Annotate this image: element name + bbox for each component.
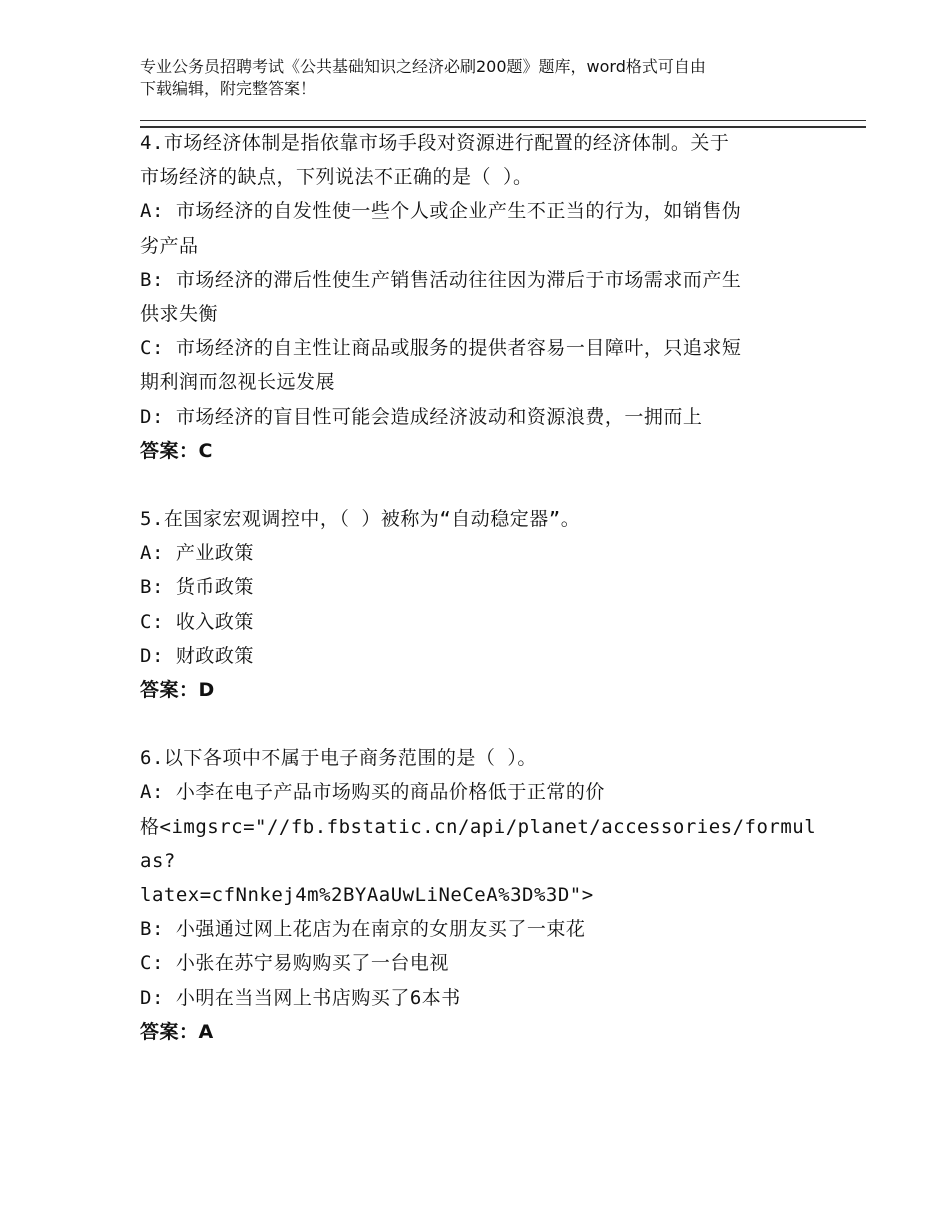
option-d: D: 财政政策	[140, 644, 254, 667]
question-5	[140, 502, 820, 707]
question-list	[140, 126, 820, 1049]
option-c: C: 收入政策	[140, 610, 254, 633]
question-stem: 4.市场经济体制是指依靠市场手段对资源进行配置的经济体制。关于	[140, 132, 730, 154]
answer-label: 答案：A	[140, 1020, 214, 1043]
option-c: C: 市场经济的自主性让商品或服务的提供者容易一目障叶，只追求短	[140, 337, 742, 360]
question-stem: 5.在国家宏观调控中，（ ）被称为“自动稳定器”。	[140, 508, 581, 531]
option-b: B: 货币政策	[140, 576, 254, 599]
option-b: B: 小强通过网上花店为在南京的女朋友买了一束花	[140, 918, 586, 941]
option-d: D: 市场经济的盲目性可能会造成经济波动和资源浪费，一拥而上	[140, 405, 703, 428]
header-line-1: 专业公务员招聘考试《公共基础知识之经济必刷200题》题库，word格式可自由	[140, 57, 706, 76]
option-b: B: 市场经济的滞后性使生产销售活动往往因为滞后于市场需求而产生	[140, 268, 742, 291]
option-c-continued: 期利润而忽视长远发展	[140, 371, 336, 394]
option-a: A: 小李在电子产品市场购买的商品价格低于正常的价	[140, 781, 605, 804]
option-a: A: 产业政策	[140, 542, 254, 565]
option-a-continued: 劣产品	[140, 234, 199, 257]
option-d: D: 小明在当当网上书店购买了6本书	[140, 986, 461, 1009]
question-stem: 6.以下各项中不属于电子商务范围的是（ ）。	[140, 747, 537, 770]
option-a-broken-image-markup-continued: latex=cfNnkej4m%2BYAaUwLiNeCeA%3D%3D">	[140, 884, 594, 907]
page-header	[140, 56, 820, 100]
option-b-continued: 供求失衡	[140, 303, 219, 326]
question-6	[140, 741, 820, 1049]
option-c: C: 小张在苏宁易购购买了一台电视	[140, 952, 449, 975]
option-a: A: 市场经济的自发性使一些个人或企业产生不正当的行为，如销售伪	[140, 200, 742, 223]
header-line-2: 下载编辑，附完整答案！	[140, 79, 317, 98]
answer-label: 答案：C	[140, 439, 213, 462]
question-stem-continued: 市场经济的缺点，下列说法不正确的是（ ）。	[140, 166, 533, 189]
option-a-broken-image-markup: 格<imgsrc="//fb.fbstatic.cn/api/planet/accessories/formulas?	[140, 815, 817, 872]
question-4	[140, 126, 820, 468]
answer-label: 答案：D	[140, 679, 215, 702]
